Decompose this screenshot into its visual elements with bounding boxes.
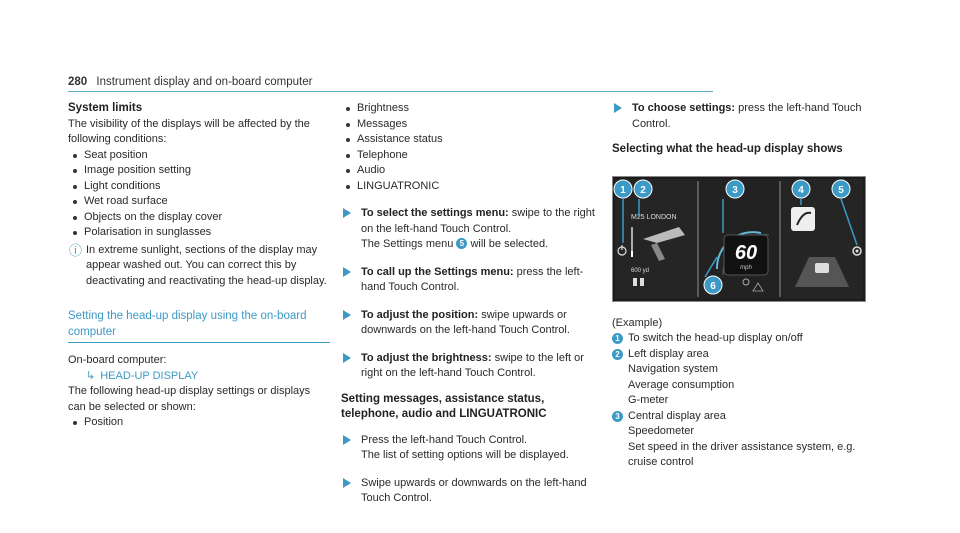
- svg-text:5: 5: [838, 184, 844, 196]
- step-text: swipe upwards or downwards on the left-hand Touch Control.: [361, 308, 570, 336]
- list-item: Objects on the display cover: [68, 210, 330, 226]
- svg-text:1: 1: [620, 184, 626, 196]
- list-item: Light conditions: [68, 179, 330, 195]
- list-item: Audio: [341, 163, 599, 179]
- step-swipe-touch-control: [341, 476, 599, 507]
- legend-subitem: Navigation system: [628, 363, 718, 375]
- section-title-selecting: Selecting what the head-up display shows: [612, 143, 843, 155]
- step-arrow-icon: [343, 310, 351, 320]
- fuel-icon: [633, 278, 637, 286]
- step-select-settings-menu: [341, 206, 599, 253]
- distance-label: 600 yd: [631, 267, 650, 274]
- step-label: To call up the Settings menu:: [361, 265, 514, 278]
- step-label: To adjust the position:: [361, 308, 479, 321]
- step-adjust-position: [341, 308, 599, 339]
- step-label: To select the settings menu:: [361, 207, 509, 219]
- settings-list-continued: [341, 101, 599, 194]
- step-arrow-icon: [343, 435, 351, 445]
- callout-2-icon: 2: [612, 349, 623, 360]
- list-item: Assistance status: [341, 132, 599, 148]
- list-item: Telephone: [341, 148, 599, 164]
- speed-value: 60: [734, 241, 758, 264]
- hud-figure: [612, 176, 866, 302]
- callout-5-icon: 5: [456, 238, 467, 249]
- step-arrow-icon: [343, 208, 351, 218]
- info-note: [68, 243, 330, 290]
- route-label: M25 LONDON: [631, 213, 677, 221]
- legend-item: [612, 331, 870, 347]
- list-item: Polarisation in sunglasses: [68, 225, 330, 241]
- step-extra: The Settings menu: [361, 238, 454, 250]
- section-title-setting-hud: Setting the head-up display using the on-board computer: [68, 309, 330, 343]
- step-call-up-settings-menu: [341, 265, 599, 296]
- legend-item: [612, 409, 870, 425]
- menu-path[interactable]: [86, 369, 330, 385]
- step-extra: The list of setting options will be displayed.: [361, 449, 569, 461]
- system-limits-title: System limits: [68, 102, 143, 114]
- settings-list: [68, 415, 330, 431]
- onboard-label: On-board computer:: [68, 354, 167, 366]
- settings-intro: The following head-up display settings or displays can be selected or shown:: [68, 385, 311, 413]
- callout-3-icon: 3: [612, 411, 623, 422]
- step-text: swipe to the right on the left-hand Touch Control.: [361, 207, 595, 235]
- step-arrow-icon: [614, 103, 622, 113]
- list-item: LINGUATRONIC: [341, 179, 599, 195]
- svg-text:4: 4: [798, 184, 804, 196]
- callout-2: [634, 180, 652, 198]
- callout-1: [614, 180, 632, 198]
- callout-5: [832, 180, 850, 198]
- step-arrow-icon: [343, 353, 351, 363]
- menu-arrow-icon: ↳: [86, 369, 96, 382]
- figure-legend: [612, 331, 870, 471]
- step-text: Swipe upwards or downwards on the left-hand Touch Control.: [361, 476, 587, 504]
- step-extra-end: will be selected.: [470, 238, 549, 250]
- step-text: Press the left-hand Touch Control.: [361, 433, 528, 446]
- page-number: 280: [68, 76, 88, 88]
- legend-subitem: G-meter: [628, 394, 669, 406]
- step-text: press the left-hand Touch Control.: [632, 102, 862, 130]
- step-label: To adjust the brightness:: [361, 351, 492, 364]
- step-adjust-brightness: [341, 351, 599, 382]
- legend-text: To switch the head-up display on/off: [628, 332, 803, 344]
- step-arrow-icon: [343, 478, 351, 488]
- step-choose-settings: [612, 101, 870, 132]
- example-label: (Example): [612, 316, 663, 329]
- legend-subitem: Speedometer: [628, 425, 695, 437]
- step-press-touch-control: [341, 433, 599, 464]
- step-label: To choose settings:: [632, 102, 736, 114]
- svg-text:2: 2: [640, 184, 646, 196]
- conditions-list: [68, 148, 330, 241]
- step-text: press the left-hand Touch Control.: [361, 265, 584, 293]
- column-right: [612, 101, 870, 471]
- chapter-title: Instrument display and on-board computer: [96, 76, 313, 88]
- legend-text: Central display area: [628, 409, 726, 422]
- page-header: [68, 76, 312, 88]
- legend-subitem: Set speed in the driver assistance system, e.g. cruise control: [628, 440, 856, 468]
- svg-text:6: 6: [710, 280, 716, 292]
- note-text: In extreme sunlight, sections of the display may appear washed out. You can correct this by deactivating and reactivating the head-up display.: [86, 243, 327, 287]
- hud-illustration: [613, 177, 865, 301]
- speed-unit: mph: [740, 264, 752, 271]
- callout-1-icon: 1: [612, 333, 623, 344]
- callout-6: [704, 276, 722, 294]
- column-middle: [341, 101, 599, 507]
- callout-3: [726, 180, 744, 198]
- list-item: Position: [68, 415, 330, 431]
- legend-item: [612, 347, 870, 363]
- step-text: swipe to the left or right on the left-hand Touch Control.: [361, 351, 584, 379]
- step-arrow-icon: [343, 267, 351, 277]
- list-item: Seat position: [68, 148, 330, 164]
- column-left: [68, 101, 330, 431]
- legend-text: Left display area: [628, 347, 709, 360]
- car-icon: [815, 263, 829, 273]
- messages-section-title: Setting messages, assistance status, telephone, audio and LINGUATRONIC: [341, 392, 547, 420]
- assist-icon: [791, 207, 815, 231]
- list-item: Image position setting: [68, 163, 330, 179]
- system-limits-intro: The visibility of the displays will be affected by the following conditions:: [68, 117, 310, 145]
- list-item: Brightness: [341, 101, 599, 117]
- info-icon: ⓘ: [69, 242, 83, 258]
- legend-subitem: Average consumption: [628, 378, 735, 391]
- list-item: Messages: [341, 117, 599, 133]
- list-item: Wet road surface: [68, 194, 330, 210]
- callout-4: [792, 180, 810, 198]
- menu-path-text: HEAD-UP DISPLAY: [100, 369, 199, 382]
- header-rule: [68, 91, 713, 92]
- svg-text:3: 3: [732, 184, 738, 196]
